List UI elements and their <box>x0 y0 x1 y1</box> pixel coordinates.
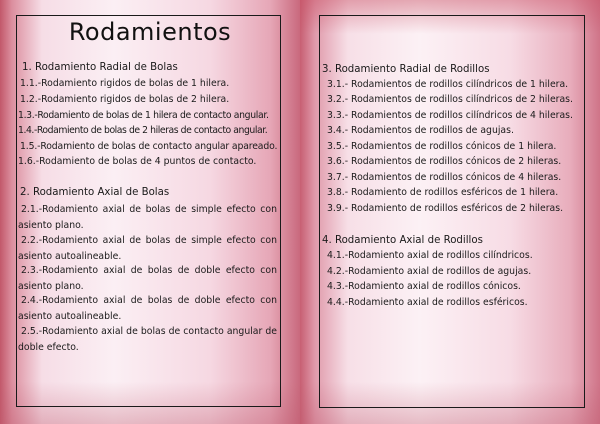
right-page <box>300 0 600 424</box>
section-1-heading: 1. Rodamiento Radial de Bolas <box>22 62 178 73</box>
section-2-heading: 2. Rodamiento Axial de Bolas <box>20 187 170 198</box>
section-3-item-2: 3.2.- Rodamientos de rodillos cilíndricos de 2 hileras. <box>327 94 573 105</box>
section-2-item-5: 2.5.-Rodamiento axial de bolas de contacto angular de doble efecto. <box>18 326 277 353</box>
section-3-item-3: 3.3.- Rodamientos de rodillos cilíndricos de 4 hileras. <box>327 110 573 121</box>
section-2-item-4: 2.4.-Rodamiento axial de bolas de doble efecto con asiento autoalineable. <box>18 295 277 322</box>
section-2-item-3: 2.3.-Rodamiento axial de bolas de doble efecto con asiento plano. <box>18 265 277 292</box>
section-3-item-5: 3.5.- Rodamientos de rodillos cónicos de 1 hilera. <box>327 141 557 152</box>
section-3-heading: 3. Rodamiento Radial de Rodillos <box>322 64 490 75</box>
page-title: Rodamientos <box>68 18 232 46</box>
section-4-item-3: 4.3.-Rodamiento axial de rodillos cónicos. <box>327 281 521 292</box>
section-4-item-4: 4.4.-Rodamiento axial de rodillos esféricos. <box>327 297 528 308</box>
section-1-item-1: 1.1.-Rodamiento rigidos de bolas de 1 hilera. <box>20 78 230 89</box>
section-4-item-2: 4.2.-Rodamiento axial de rodillos de agujas. <box>327 266 532 277</box>
section-1-item-3: 1.3.-Rodamiento de bolas de 1 hilera de contacto angular. <box>18 110 269 121</box>
section-3-item-9: 3.9.- Rodamiento de rodillos esféricos de 2 hileras. <box>327 203 564 214</box>
section-3-item-4: 3.4.- Rodamientos de rodillos de agujas. <box>327 125 514 136</box>
section-3-item-7: 3.7.- Rodamientos de rodillos cónicos de 4 hileras. <box>327 172 562 183</box>
section-4-heading: 4. Rodamiento Axial de Rodillos <box>322 235 483 246</box>
section-1-item-5: 1.5.-Rodamiento de bolas de contacto angular apareado. <box>20 141 278 152</box>
section-1-item-6: 1.6.-Rodamiento de bolas de 4 puntos de contacto. <box>18 156 257 167</box>
section-1-item-4: 1.4.-Rodamiento de bolas de 2 hileras de contacto angular. <box>18 125 268 136</box>
section-1-item-2: 1.2.-Rodamiento rigidos de bolas de 2 hilera. <box>20 94 230 105</box>
section-3-item-8: 3.8.- Rodamiento de rodillos esféricos de 1 hilera. <box>327 187 559 198</box>
section-3-item-1: 3.1.- Rodamientos de rodillos cilíndricos de 1 hilera. <box>327 79 569 90</box>
section-2-item-2: 2.2.-Rodamiento axial de bolas de simple efecto con asiento autoalineable. <box>18 235 277 262</box>
section-3-item-6: 3.6.- Rodamientos de rodillos cónicos de 2 hileras. <box>327 156 562 167</box>
section-2-item-1: 2.1.-Rodamiento axial de bolas de simple efecto con asiento plano. <box>18 204 277 231</box>
section-4-item-1: 4.1.-Rodamiento axial de rodillos cilíndricos. <box>327 250 533 261</box>
